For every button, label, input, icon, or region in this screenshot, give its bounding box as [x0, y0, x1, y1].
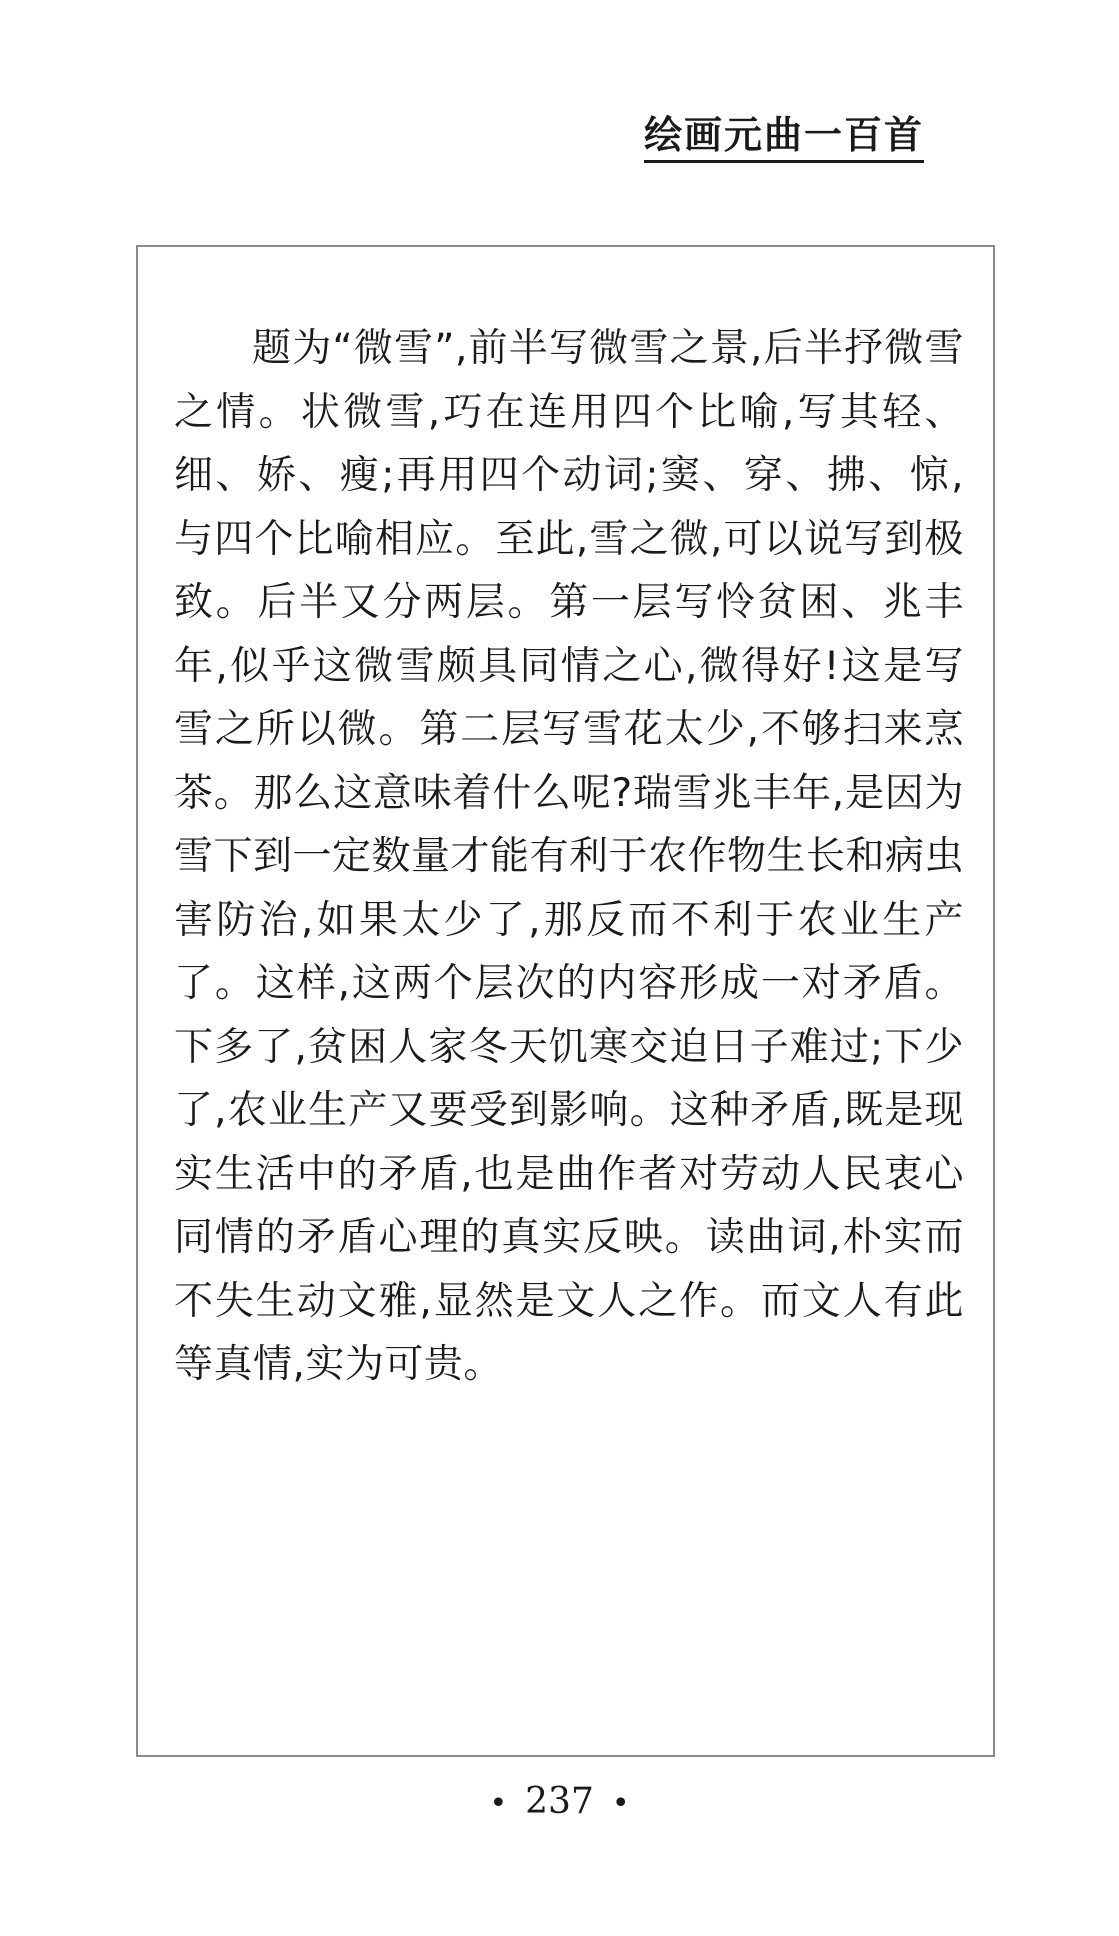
page-number-footer: [0, 1780, 1119, 1826]
book-title: 绘画元曲一百首: [644, 112, 924, 163]
page-number: 237: [525, 1781, 594, 1822]
bullet-left: •: [489, 1786, 508, 1821]
text-frame: [136, 245, 995, 1757]
bullet-right: •: [611, 1786, 630, 1821]
body-paragraph: 题为“微雪”,前半写微雪之景,后半抒微雪之情。状微雪,巧在连用四个比喻,写其轻、细、娇、瘦;再用四个动词;窦、穿、拂、惊,与四个比喻相应。至此,雪之微,可以说写到极致。后半又分两层。第一层写怜贫困、兆丰年,似乎这微雪颇具同情之心,微得好!这是写雪之所以微。第二层写雪花太少,不够扫来烹茶。那么这意味着什么呢?瑞雪兆丰年,是因为雪下到一定数量才能有利于农作物生长和病虫害防治,如果太少了,那反而不利于农业生产了。这样,这两个层次的内容形成一对矛盾。下多了,贫困人家冬天饥寒交迫日子难过;下少了,农业生产又要受到影响。这种矛盾,既是现实生活中的矛盾,也是曲作者对劳动人民衷心同情的矛盾心理的真实反映。读曲词,朴实而不失生动文雅,显然是文人之作。而文人有此等真情,实为可贵。: [174, 326, 965, 1387]
